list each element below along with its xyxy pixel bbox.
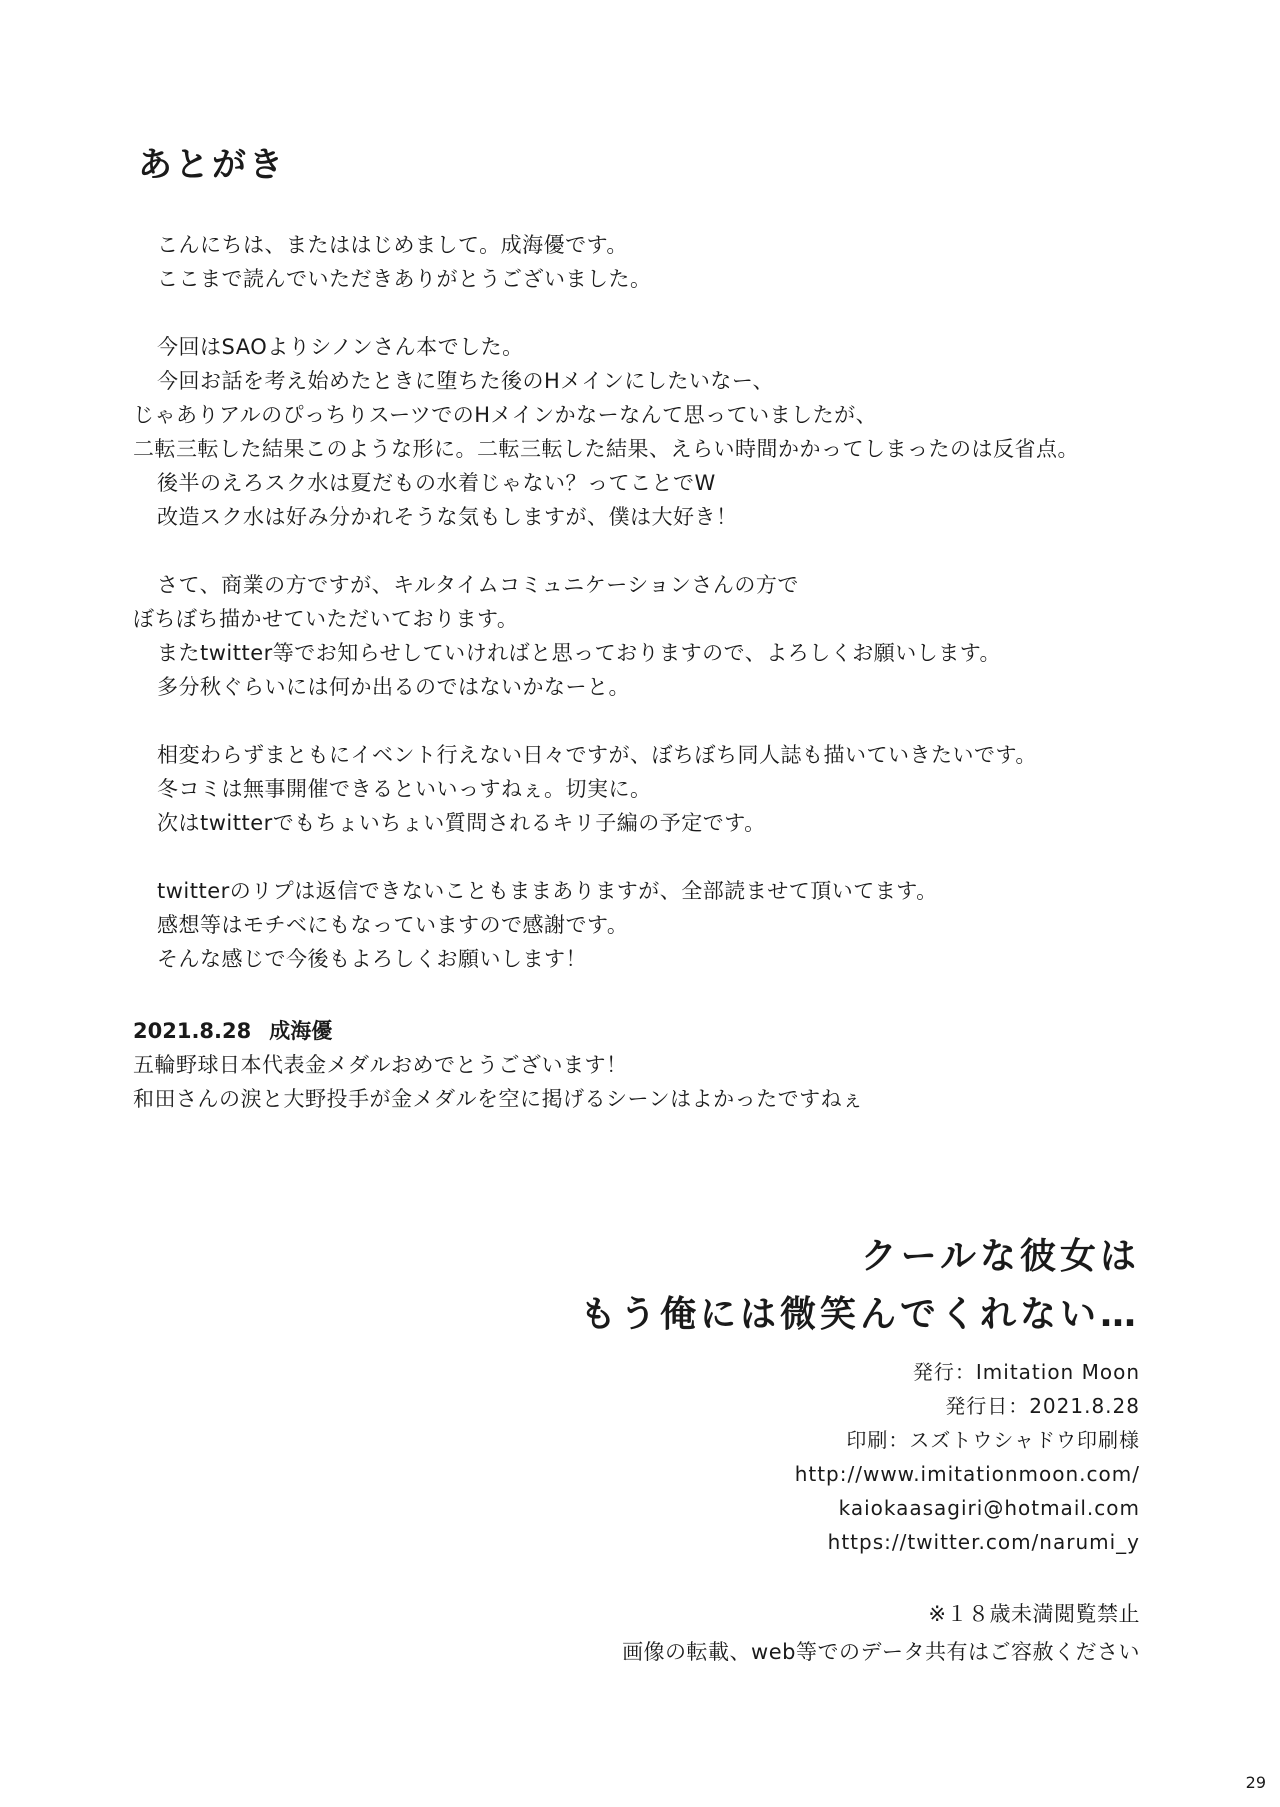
- text-line: ここまで読んでいただきありがとうございました。: [157, 267, 652, 291]
- signature-block: [133, 1014, 864, 1116]
- notice-block: [622, 1595, 1140, 1671]
- signature-line: 和田さんの涙と大野投手が金メダルを空に掲げるシーンはよかったですねぇ: [133, 1087, 864, 1111]
- colophon-twitter: https://twitter.com/narumi_y: [827, 1530, 1140, 1554]
- paragraph-events: [133, 738, 1153, 840]
- text-line: 改造スク水は好み分かれそうな気もしますが、僕は大好き！: [157, 505, 738, 529]
- text-line: 相変わらずまともにイベント行えない日々ですが、ぼちぼち同人誌も描いていきたいです。: [157, 743, 1037, 767]
- text-line: twitterのリプは返信できないこともままありますが、全部読ませて頂いてます。: [157, 879, 938, 903]
- paragraph-this-book: [133, 330, 1153, 534]
- age-restriction-notice: ※１８歳未満閲覧禁止: [928, 1602, 1140, 1626]
- colophon-date: 発行日：2021.8.28: [945, 1394, 1140, 1418]
- text-line: 感想等はモチベにもなっていますので感謝です。: [157, 913, 629, 937]
- text-line: さて、商業の方ですが、キルタイムコミュニケーションさんの方で: [157, 573, 799, 597]
- text-line: 次はtwitterでもちょいちょい質問されるキリ子編の予定です。: [157, 811, 766, 835]
- colophon-publisher: 発行：Imitation Moon: [912, 1360, 1140, 1384]
- page-number: 29: [1245, 1773, 1266, 1792]
- text-line: 二転三転した結果このような形に。二転三転した結果、えらい時間かかってしまったのは反省点。: [133, 437, 1079, 461]
- signature-date: 2021.8.28: [133, 1019, 252, 1043]
- book-title-line-2: もう俺には微笑んでくれない…: [579, 1294, 1140, 1335]
- colophon-printer: 印刷：スズトウシャドウ印刷様: [846, 1428, 1140, 1452]
- colophon-website: http://www.imitationmoon.com/: [794, 1462, 1140, 1486]
- text-line: 今回お話を考え始めたときに堕ちた後のHメインにしたいなー、: [157, 369, 775, 393]
- afterword-body: [133, 228, 1153, 1010]
- repost-notice: 画像の転載、web等でのデータ共有はご容赦ください: [622, 1640, 1140, 1664]
- text-line: ぼちぼち描かせていただいております。: [133, 607, 519, 631]
- paragraph-greeting: [133, 228, 1153, 296]
- text-line: またtwitter等でお知らせしていければと思っておりますので、よろしくお願いします。: [157, 641, 1002, 665]
- text-line: そんな感じで今後もよろしくお願いします！: [157, 947, 587, 971]
- book-title-line-1: クールな彼女は: [860, 1236, 1140, 1277]
- text-line: 冬コミは無事開催できるといいっすねぇ。切実に。: [157, 777, 652, 801]
- paragraph-commercial: [133, 568, 1153, 704]
- text-line: じゃありアルのぴっちりスーツでのHメインかなーなんて思っていましたが、: [133, 403, 878, 427]
- colophon: [795, 1355, 1140, 1559]
- text-line: 多分秋ぐらいには何か出るのではないかなーと。: [157, 675, 630, 699]
- book-title: [580, 1228, 1140, 1344]
- signature-header: [133, 1014, 864, 1048]
- text-line: 後半のえろスク水は夏だもの水着じゃない？ってことでW: [157, 471, 716, 495]
- colophon-email: kaiokaasagiri@hotmail.com: [838, 1496, 1140, 1520]
- signature-author: 成海優: [269, 1019, 333, 1043]
- text-line: こんにちは、またははじめまして。成海優です。: [157, 233, 628, 257]
- text-line: 今回はSAOよりシノンさん本でした。: [157, 335, 524, 359]
- signature-line: 五輪野球日本代表金メダルおめでとうございます！: [133, 1053, 628, 1077]
- afterword-heading: あとがき: [138, 145, 286, 185]
- paragraph-twitter: [133, 874, 1153, 976]
